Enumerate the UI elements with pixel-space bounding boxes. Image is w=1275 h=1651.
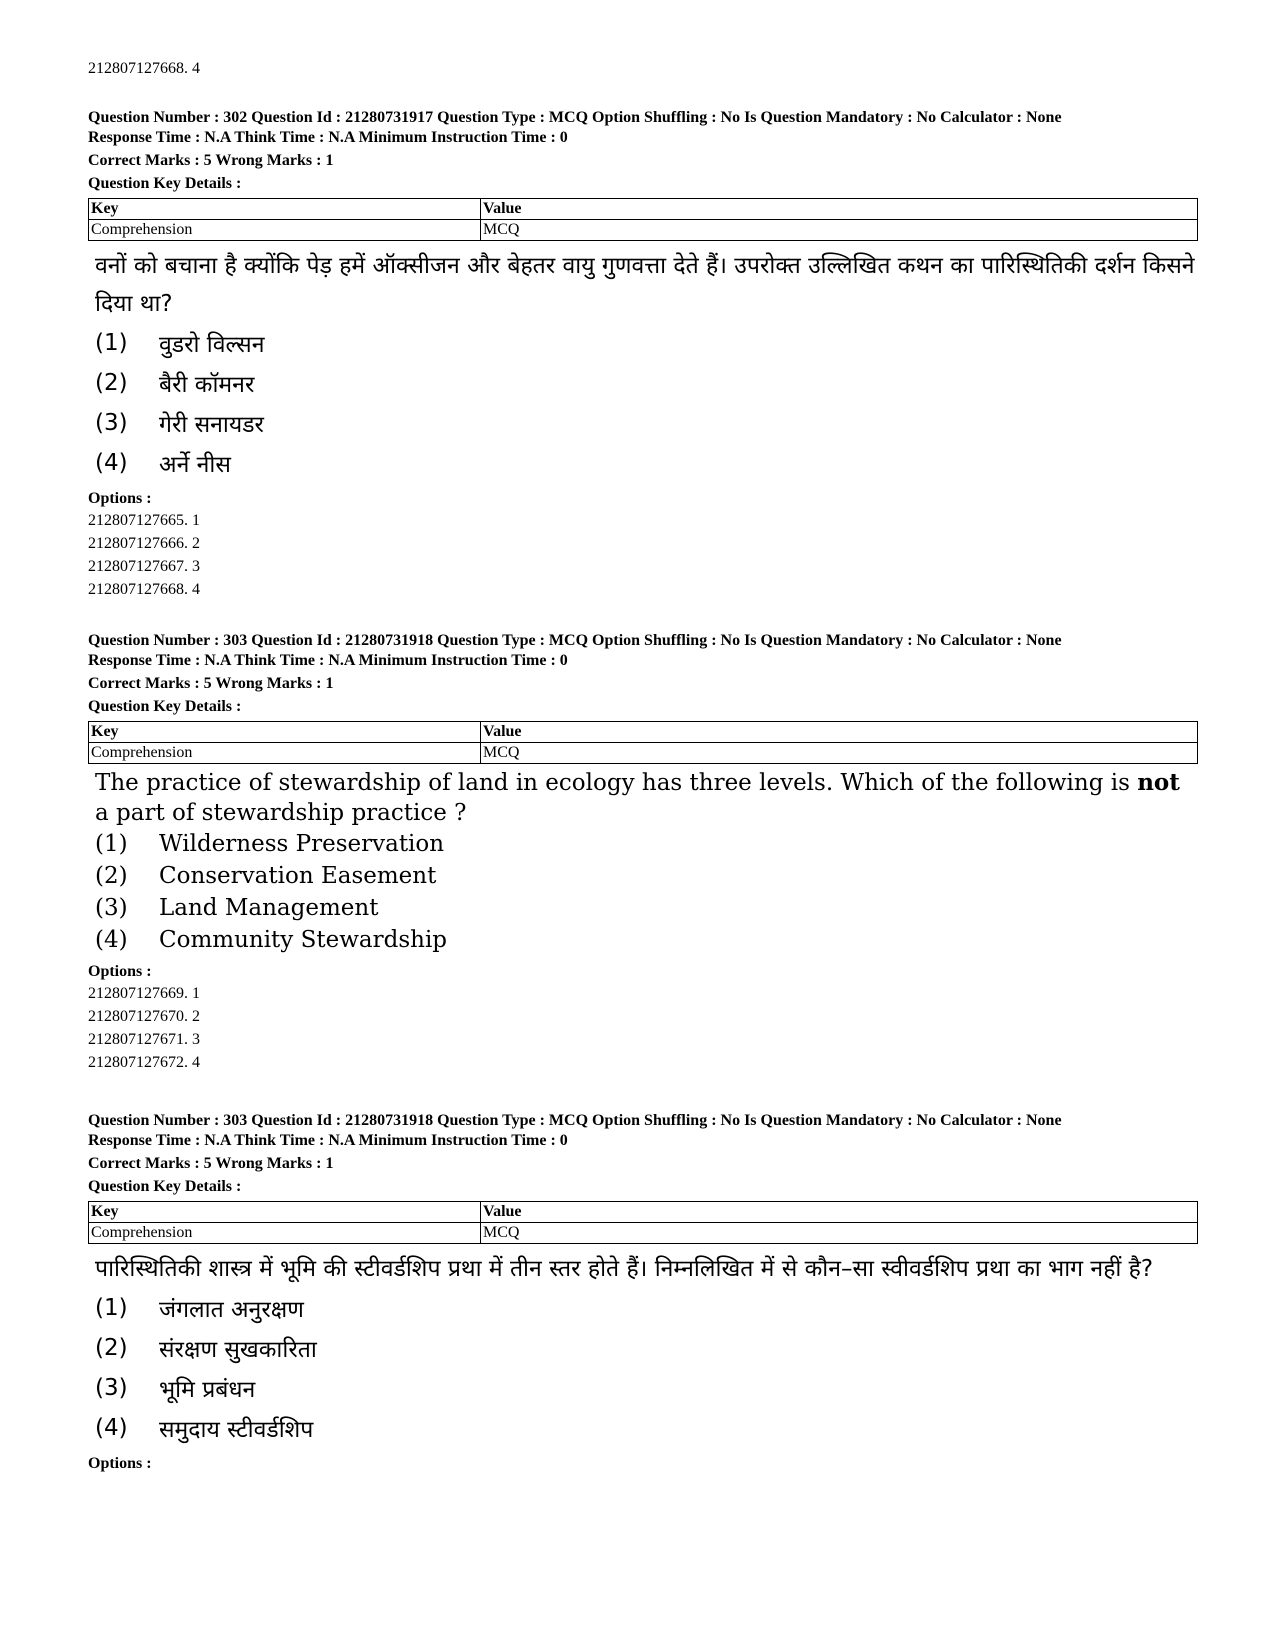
choice-number: (2) bbox=[95, 370, 128, 396]
key-cell: Comprehension bbox=[89, 220, 481, 241]
choice-item bbox=[95, 323, 1198, 363]
key-details-label: Question Key Details : bbox=[88, 698, 242, 715]
question-block bbox=[88, 1111, 1198, 1474]
choice-text: बैरी कॉमनर bbox=[159, 372, 255, 398]
choice-item bbox=[95, 924, 1198, 956]
choice-text: समुदाय स्टीवर्डशिप bbox=[159, 1417, 314, 1443]
choice-item bbox=[95, 1368, 1198, 1408]
choice-number: (4) bbox=[95, 927, 128, 953]
choice-number: (4) bbox=[95, 450, 128, 476]
choice-number: (1) bbox=[95, 330, 128, 356]
choice-number: (3) bbox=[95, 895, 128, 921]
question-block bbox=[88, 108, 1198, 601]
key-details-label: Question Key Details : bbox=[88, 175, 242, 192]
option-id-list bbox=[88, 509, 1198, 601]
choice-text: अर्ने नीस bbox=[159, 452, 231, 478]
key-details-table bbox=[88, 721, 1198, 764]
choice-item bbox=[95, 892, 1198, 924]
key-header: Key bbox=[89, 722, 481, 743]
choice-item bbox=[95, 860, 1198, 892]
choice-number: (1) bbox=[95, 1295, 128, 1321]
key-cell: Comprehension bbox=[89, 743, 481, 764]
choice-number: (2) bbox=[95, 863, 128, 889]
question-text-part: a part of stewardship practice ? bbox=[95, 800, 467, 826]
choice-item bbox=[95, 1328, 1198, 1368]
choice-text: जंगलात अनुरक्षण bbox=[159, 1297, 304, 1323]
choice-text: वुडरो विल्सन bbox=[159, 332, 265, 358]
question-emphasis: not bbox=[1137, 769, 1180, 796]
choice-item bbox=[95, 443, 1198, 483]
previous-option-id: 212807127668. 4 bbox=[88, 60, 200, 77]
option-id: 212807127668. 4 bbox=[88, 581, 200, 598]
choice-text: संरक्षण सुखकारिता bbox=[159, 1337, 317, 1363]
options-label: Options : bbox=[88, 1455, 152, 1472]
choice-number: (2) bbox=[95, 1335, 128, 1361]
option-id: 212807127669. 1 bbox=[88, 985, 200, 1002]
choice-item bbox=[95, 1288, 1198, 1328]
value-cell: MCQ bbox=[481, 1223, 1198, 1244]
question-meta bbox=[88, 1111, 1198, 1197]
question-block bbox=[88, 631, 1198, 1074]
question-text: पारिस्थितिकी शास्त्र में भूमि की स्टीवर्डशिप प्रथा में तीन स्तर होते हैं। निम्नलिखित में से कौन–सा स्वीवर्डशिप प्रथा का भाग नहीं है? bbox=[95, 1256, 1154, 1282]
value-cell: MCQ bbox=[481, 743, 1198, 764]
key-cell: Comprehension bbox=[89, 1223, 481, 1244]
option-id-list bbox=[88, 982, 1198, 1074]
option-id: 212807127672. 4 bbox=[88, 1054, 200, 1071]
choice-text: Conservation Easement bbox=[159, 863, 437, 889]
question-text-part: The practice of stewardship of land in ecology has three levels. Which of the following is bbox=[95, 770, 1138, 796]
key-details-table bbox=[88, 1201, 1198, 1244]
question-meta-line1: Question Number : 303 Question Id : 21280731918 Question Type : MCQ Option Shuffling : No Is Question Mandatory : No Calculator : None bbox=[88, 1112, 1062, 1129]
question-meta bbox=[88, 108, 1198, 194]
choice-number: (4) bbox=[95, 1415, 128, 1441]
choice-text: Wilderness Preservation bbox=[159, 831, 445, 857]
question-meta-line2: Response Time : N.A Think Time : N.A Minimum Instruction Time : 0 bbox=[88, 129, 568, 146]
options-label: Options : bbox=[88, 490, 152, 507]
option-id: 212807127670. 2 bbox=[88, 1008, 200, 1025]
marks-line: Correct Marks : 5 Wrong Marks : 1 bbox=[88, 1155, 334, 1172]
choice-number: (3) bbox=[95, 1375, 128, 1401]
option-id: 212807127665. 1 bbox=[88, 512, 200, 529]
key-header: Key bbox=[89, 1202, 481, 1223]
value-header: Value bbox=[481, 722, 1198, 743]
question-meta bbox=[88, 631, 1198, 717]
choice-item bbox=[95, 828, 1198, 860]
value-cell: MCQ bbox=[481, 220, 1198, 241]
choice-text: भूमि प्रबंधन bbox=[159, 1377, 256, 1403]
question-text: वनों को बचाना है क्योंकि पेड़ हमें ऑक्सीजन और बेहतर वायु गुणवत्ता देते हैं। उपरोक्त उल्लिखित कथन का पारिस्थितिकी दर्शन किसने दिया था? bbox=[95, 253, 1195, 317]
choice-list bbox=[95, 1288, 1198, 1448]
marks-line: Correct Marks : 5 Wrong Marks : 1 bbox=[88, 675, 334, 692]
marks-line: Correct Marks : 5 Wrong Marks : 1 bbox=[88, 152, 334, 169]
choice-item bbox=[95, 403, 1198, 443]
choice-number: (1) bbox=[95, 831, 128, 857]
option-id: 212807127667. 3 bbox=[88, 558, 200, 575]
choice-item bbox=[95, 363, 1198, 403]
value-header: Value bbox=[481, 1202, 1198, 1223]
choice-item bbox=[95, 1408, 1198, 1448]
choice-list bbox=[95, 323, 1198, 483]
choice-text: गेरी सनायडर bbox=[159, 412, 264, 438]
question-meta-line2: Response Time : N.A Think Time : N.A Minimum Instruction Time : 0 bbox=[88, 1132, 568, 1149]
question-meta-line1: Question Number : 303 Question Id : 21280731918 Question Type : MCQ Option Shuffling : No Is Question Mandatory : No Calculator : None bbox=[88, 632, 1062, 649]
question-meta-line1: Question Number : 302 Question Id : 21280731917 Question Type : MCQ Option Shuffling : No Is Question Mandatory : No Calculator : None bbox=[88, 109, 1062, 126]
question-text bbox=[95, 768, 1198, 828]
choice-list bbox=[95, 828, 1198, 956]
key-details-table bbox=[88, 198, 1198, 241]
question-meta-line2: Response Time : N.A Think Time : N.A Minimum Instruction Time : 0 bbox=[88, 652, 568, 669]
option-id: 212807127671. 3 bbox=[88, 1031, 200, 1048]
choice-number: (3) bbox=[95, 410, 128, 436]
option-id: 212807127666. 2 bbox=[88, 535, 200, 552]
key-header: Key bbox=[89, 199, 481, 220]
choice-text: Land Management bbox=[159, 895, 379, 921]
key-details-label: Question Key Details : bbox=[88, 1178, 242, 1195]
value-header: Value bbox=[481, 199, 1198, 220]
choice-text: Community Stewardship bbox=[159, 927, 448, 953]
options-label: Options : bbox=[88, 963, 152, 980]
